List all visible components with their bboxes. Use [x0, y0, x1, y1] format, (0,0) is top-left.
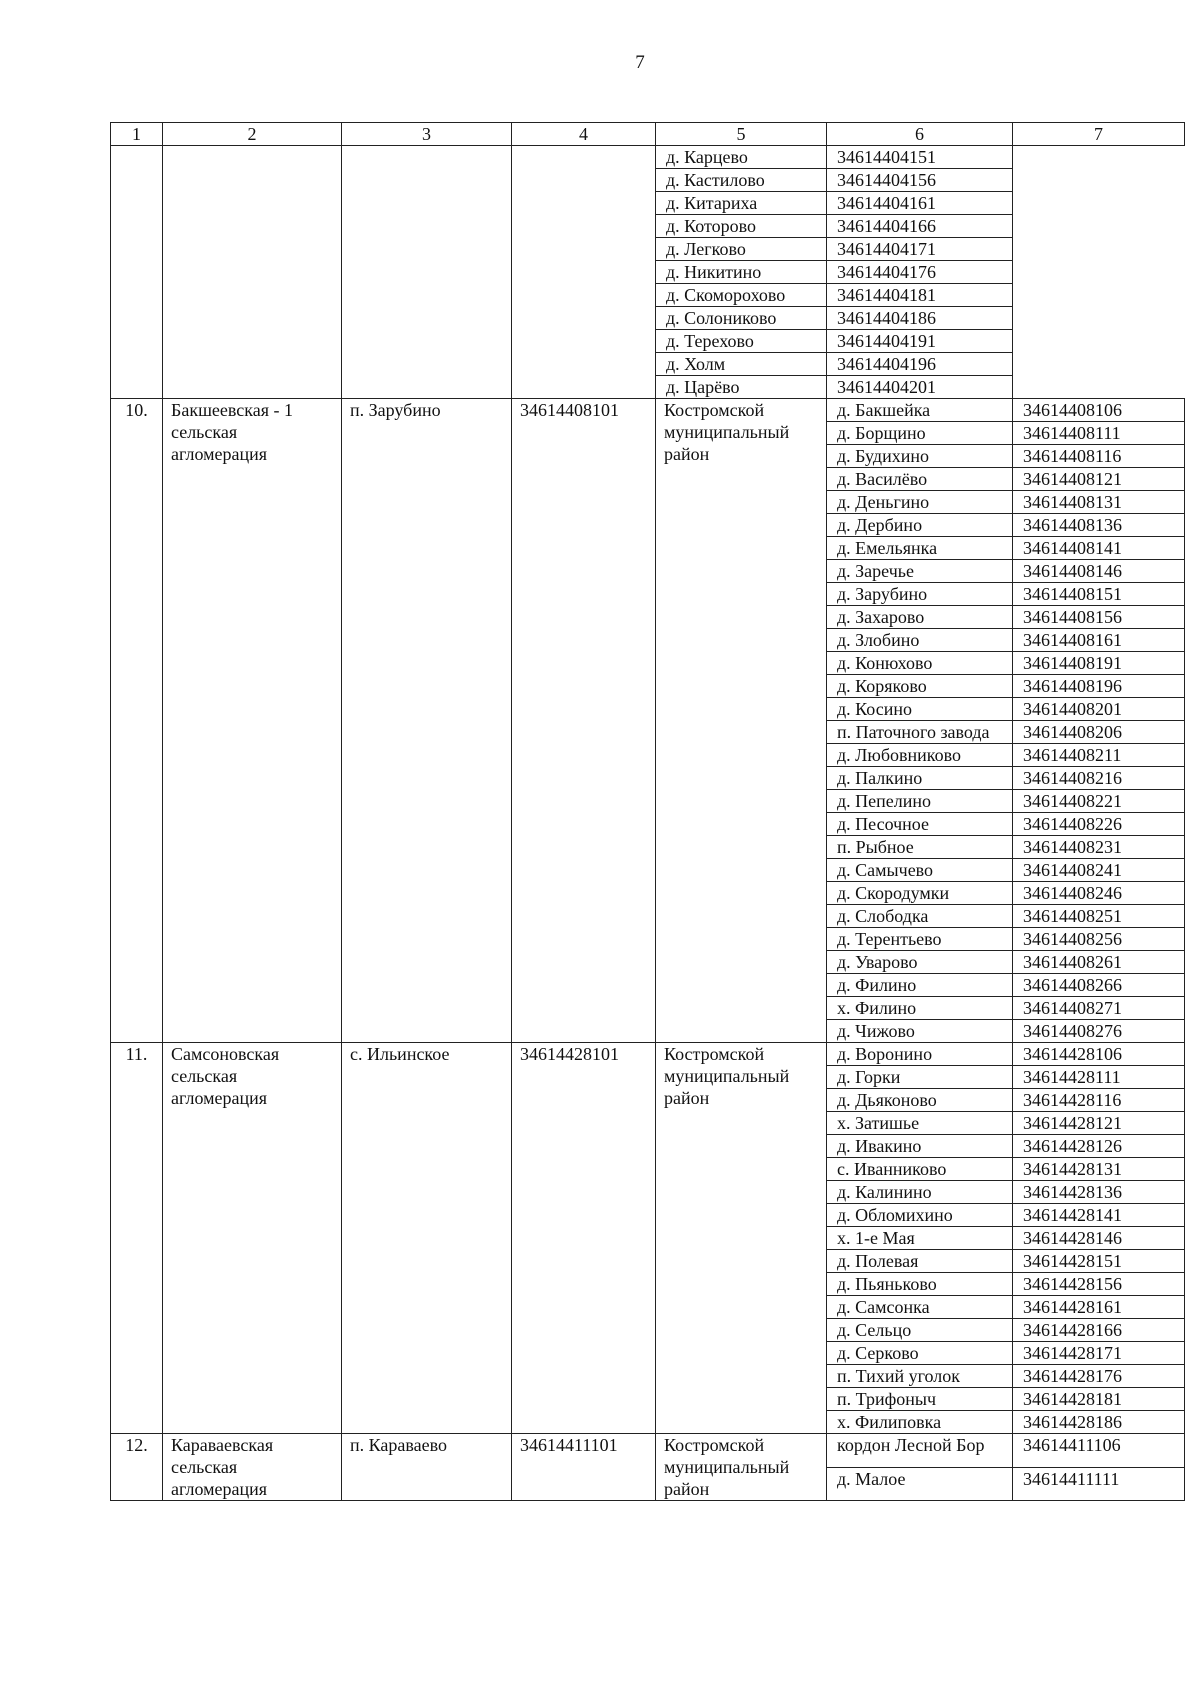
settlement-name: д. Зарубино [827, 583, 1013, 606]
settlement-name: д. Злобино [827, 629, 1013, 652]
settlement-name: д. Пьяньково [827, 1273, 1013, 1296]
settlement-code: 34614408146 [1013, 560, 1185, 583]
settlement-code: 34614404171 [827, 238, 1013, 261]
settlement-name: д. Дьяконово [827, 1089, 1013, 1112]
row-number: 12. [111, 1434, 163, 1501]
settlement-code: 34614411106 [1013, 1434, 1185, 1468]
settlement-name: д. Деньгино [827, 491, 1013, 514]
settlement-code: 34614408231 [1013, 836, 1185, 859]
settlement-code: 34614408261 [1013, 951, 1185, 974]
settlement-name: д. Обломихино [827, 1204, 1013, 1227]
settlement-code: 34614408246 [1013, 882, 1185, 905]
settlement-name: д. Самсонка [827, 1296, 1013, 1319]
settlement-name: д. Заречье [827, 560, 1013, 583]
settlement-name: д. Терехово [656, 330, 827, 353]
settlement-name: д. Песочное [827, 813, 1013, 836]
settlement-code: 34614428161 [1013, 1296, 1185, 1319]
settlement-code: 34614408151 [1013, 583, 1185, 606]
center-code: 34614408101 [512, 399, 656, 1043]
table-row [111, 146, 1185, 169]
column-number: 6 [827, 123, 1013, 146]
settlement-name: х. Филино [827, 997, 1013, 1020]
settlement-name: д. Дербино [827, 514, 1013, 537]
settlement-name: д. Захарово [827, 606, 1013, 629]
settlement-name: д. Воронино [827, 1043, 1013, 1066]
settlement-code: 34614408271 [1013, 997, 1185, 1020]
column-number: 4 [512, 123, 656, 146]
settlement-code: 34614428186 [1013, 1411, 1185, 1434]
settlement-code: 34614408256 [1013, 928, 1185, 951]
settlement-code: 34614408136 [1013, 514, 1185, 537]
settlement-name: д. Калинино [827, 1181, 1013, 1204]
settlement-name: д. Сельцо [827, 1319, 1013, 1342]
settlement-name: д. Борщино [827, 422, 1013, 445]
center-name: п. Караваево [342, 1434, 512, 1501]
settlement-code: 34614404176 [827, 261, 1013, 284]
empty-cell [163, 146, 342, 399]
agglomeration-name: Бакшеевская - 1 сельская агломерация [163, 399, 342, 1043]
settlement-code: 34614408241 [1013, 859, 1185, 882]
settlement-name: д. Царёво [656, 376, 827, 399]
table-row [111, 1043, 1185, 1066]
settlement-code: 34614408131 [1013, 491, 1185, 514]
table-row [111, 1434, 1185, 1468]
settlement-code: 34614428141 [1013, 1204, 1185, 1227]
settlement-name: д. Полевая [827, 1250, 1013, 1273]
center-code: 34614428101 [512, 1043, 656, 1434]
settlement-code: 34614408251 [1013, 905, 1185, 928]
settlement-code: 34614408111 [1013, 422, 1185, 445]
settlement-name: х. Затишье [827, 1112, 1013, 1135]
settlement-name: д. Будихино [827, 445, 1013, 468]
settlement-code: 34614408141 [1013, 537, 1185, 560]
settlement-code: 34614404166 [827, 215, 1013, 238]
settlement-code: 34614428156 [1013, 1273, 1185, 1296]
settlements-table [110, 122, 1185, 1501]
settlement-name: д. Холм [656, 353, 827, 376]
settlement-code: 34614428116 [1013, 1089, 1185, 1112]
settlement-name: д. Емельянка [827, 537, 1013, 560]
settlement-name: д. Василёво [827, 468, 1013, 491]
settlement-name: д. Скородумки [827, 882, 1013, 905]
settlement-code: 34614428171 [1013, 1342, 1185, 1365]
settlement-code: 34614404191 [827, 330, 1013, 353]
district-name: Костромской муниципальный район [656, 1434, 827, 1501]
settlement-name: д. Бакшейка [827, 399, 1013, 422]
settlement-name: д. Слободка [827, 905, 1013, 928]
settlement-name: д. Терентьево [827, 928, 1013, 951]
settlement-name: п. Трифоныч [827, 1388, 1013, 1411]
agglomeration-name: Самсоновская сельская агломерация [163, 1043, 342, 1434]
settlement-name: д. Легково [656, 238, 827, 261]
agglomeration-name: Караваевская сельская агломерация [163, 1434, 342, 1501]
settlement-name: д. Серково [827, 1342, 1013, 1365]
center-code: 34614411101 [512, 1434, 656, 1501]
settlement-code: 34614428176 [1013, 1365, 1185, 1388]
district-name: Костромской муниципальный район [656, 1043, 827, 1434]
settlement-name: с. Иванниково [827, 1158, 1013, 1181]
header-row [111, 123, 1185, 146]
column-number: 5 [656, 123, 827, 146]
settlement-name: х. Филиповка [827, 1411, 1013, 1434]
settlement-code: 34614408276 [1013, 1020, 1185, 1043]
settlement-name: д. Филино [827, 974, 1013, 997]
settlement-code: 34614404156 [827, 169, 1013, 192]
settlement-code: 34614404181 [827, 284, 1013, 307]
settlement-name: кордон Лесной Бор [827, 1434, 1013, 1468]
settlement-code: 34614428146 [1013, 1227, 1185, 1250]
settlement-name: д. Палкино [827, 767, 1013, 790]
page-number: 7 [635, 52, 645, 73]
settlement-name: д. Коряково [827, 675, 1013, 698]
settlement-name: д. Китариха [656, 192, 827, 215]
settlement-name: х. 1-е Мая [827, 1227, 1013, 1250]
settlement-name: д. Карцево [656, 146, 827, 169]
settlement-name: д. Кастилово [656, 169, 827, 192]
settlement-code: 34614404201 [827, 376, 1013, 399]
settlement-code: 34614408216 [1013, 767, 1185, 790]
center-name: с. Ильинское [342, 1043, 512, 1434]
settlement-name: п. Рыбное [827, 836, 1013, 859]
settlement-code: 34614428181 [1013, 1388, 1185, 1411]
settlement-name: д. Пепелино [827, 790, 1013, 813]
settlement-code: 34614408221 [1013, 790, 1185, 813]
settlement-name: д. Косино [827, 698, 1013, 721]
settlement-code: 34614404196 [827, 353, 1013, 376]
row-number: 11. [111, 1043, 163, 1434]
settlement-code: 34614428111 [1013, 1066, 1185, 1089]
empty-cell [111, 146, 163, 399]
settlement-code: 34614408266 [1013, 974, 1185, 997]
settlement-code: 34614404151 [827, 146, 1013, 169]
settlement-name: д. Самычево [827, 859, 1013, 882]
settlement-name: д. Любовниково [827, 744, 1013, 767]
settlement-code: 34614428131 [1013, 1158, 1185, 1181]
settlement-name: д. Чижово [827, 1020, 1013, 1043]
settlement-code: 34614428126 [1013, 1135, 1185, 1158]
settlement-name: д. Малое [827, 1467, 1013, 1501]
empty-cell [342, 146, 512, 399]
settlement-code: 34614408196 [1013, 675, 1185, 698]
settlement-name: д. Никитино [656, 261, 827, 284]
column-number: 7 [1013, 123, 1185, 146]
empty-cell [512, 146, 656, 399]
table-row [111, 399, 1185, 422]
settlement-name: д. Скоморохово [656, 284, 827, 307]
settlement-name: д. Солониково [656, 307, 827, 330]
settlement-code: 34614408206 [1013, 721, 1185, 744]
settlement-name: п. Паточного завода [827, 721, 1013, 744]
settlement-code: 34614411111 [1013, 1467, 1185, 1501]
settlement-code: 34614404161 [827, 192, 1013, 215]
settlement-name: п. Тихий уголок [827, 1365, 1013, 1388]
settlement-code: 34614408106 [1013, 399, 1185, 422]
settlement-code: 34614428166 [1013, 1319, 1185, 1342]
settlement-code: 34614408121 [1013, 468, 1185, 491]
settlement-code: 34614408156 [1013, 606, 1185, 629]
settlement-code: 34614428136 [1013, 1181, 1185, 1204]
settlement-code: 34614408191 [1013, 652, 1185, 675]
column-number: 2 [163, 123, 342, 146]
settlement-code: 34614428151 [1013, 1250, 1185, 1273]
row-number: 10. [111, 399, 163, 1043]
settlement-code: 34614408116 [1013, 445, 1185, 468]
settlement-name: д. Конюхово [827, 652, 1013, 675]
column-number: 3 [342, 123, 512, 146]
center-name: п. Зарубино [342, 399, 512, 1043]
settlement-code: 34614408161 [1013, 629, 1185, 652]
settlement-name: д. Ивакино [827, 1135, 1013, 1158]
settlement-code: 34614408226 [1013, 813, 1185, 836]
settlement-name: д. Которово [656, 215, 827, 238]
settlement-code: 34614428106 [1013, 1043, 1185, 1066]
settlement-name: д. Горки [827, 1066, 1013, 1089]
column-number: 1 [111, 123, 163, 146]
settlement-code: 34614408201 [1013, 698, 1185, 721]
settlement-name: д. Уварово [827, 951, 1013, 974]
settlement-code: 34614408211 [1013, 744, 1185, 767]
settlement-code: 34614428121 [1013, 1112, 1185, 1135]
settlement-code: 34614404186 [827, 307, 1013, 330]
district-name: Костромской муниципальный район [656, 399, 827, 1043]
